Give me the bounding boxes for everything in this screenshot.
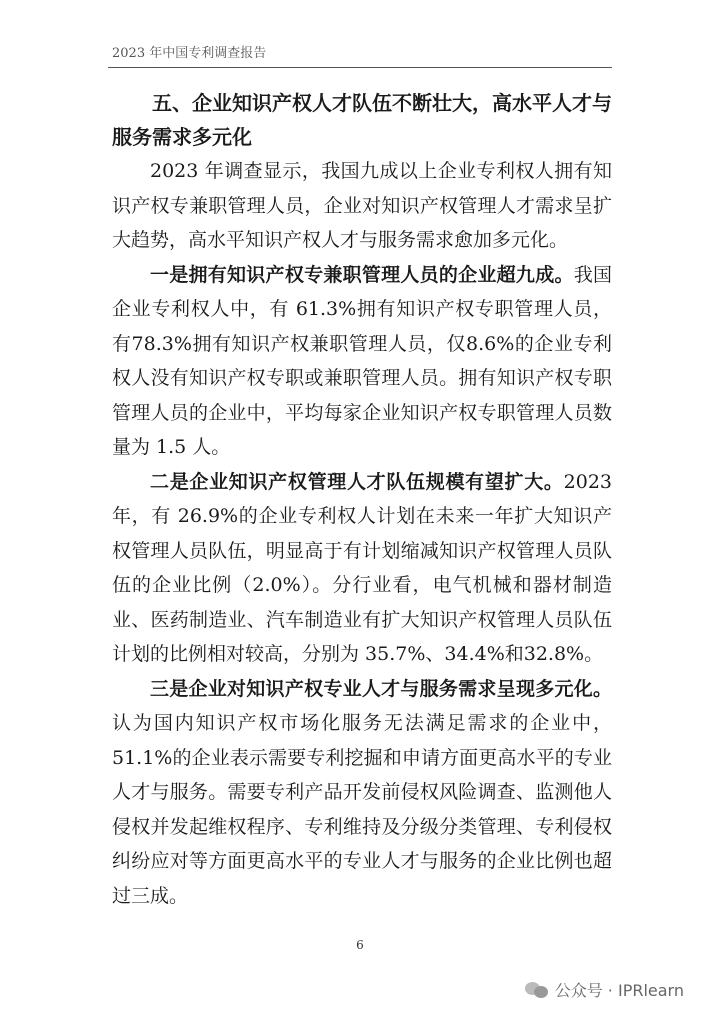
document-body xyxy=(112,86,612,913)
paragraph-lead: 一是拥有知识产权专兼职管理人员的企业超九成。 xyxy=(150,263,574,286)
paragraph-point-2 xyxy=(112,465,612,672)
report-header: 2023 年中国专利调查报告 xyxy=(112,46,267,61)
watermark-text: 公众号 · IPRlearn xyxy=(554,981,684,1000)
paragraph-text: 我国企业专利权人中，有 61.3%拥有知识产权专职管理人员，有78.3%拥有知识产权兼职管理人员，仅8.6%的企业专利权人没有知识产权专职或兼职管理人员。拥有知识产权专职管理人员的企业中，平均每家企业知识产权专职管理人员数量为 1.5 人。 xyxy=(112,263,612,458)
paragraph-lead: 二是企业知识产权管理人才队伍规模有望扩大。 xyxy=(150,470,564,493)
paragraph-text: 2023年，有 26.9%的企业专利权人计划在未来一年扩大知识产权管理人员队伍，明显高于有计划缩减知识产权管理人员队伍的企业比例（2.0%）。分行业看，电气机械和器材制造业、医药制造业、汽车制造业有扩大知识产权管理人员队伍计划的比例相对较高，分别为 35.7%、34.4%和32.8%。 xyxy=(112,470,612,665)
paragraph-point-3 xyxy=(112,672,612,914)
paragraph-intro xyxy=(112,154,612,258)
header-divider xyxy=(108,67,612,68)
section-title xyxy=(112,86,612,154)
section-title-line2: 服务需求多元化 xyxy=(112,125,252,149)
wechat-icon xyxy=(525,980,549,1000)
paragraph-lead: 三是企业对知识产权专业人才与服务需求呈现多元化。 xyxy=(150,677,612,700)
watermark xyxy=(525,978,684,1001)
paragraph-text: 2023 年调查显示，我国九成以上企业专利权人拥有知识产权专兼职管理人员，企业对知识产权管理人才需求呈扩大趋势，高水平知识产权人才与服务需求愈加多元化。 xyxy=(112,160,612,251)
paragraph-text: 认为国内知识产权市场化服务无法满足需求的企业中，51.1%的企业表示需要专利挖掘和申请方面更高水平的专业人才与服务。需要专利产品开发前侵权风险调查、监测他人侵权并发起维权程序、专利维持及分级分类管理、专利侵权纠纷应对等方面更高水平的专业人才与服务的企业比例也超过三成。 xyxy=(112,712,612,907)
section-title-line1: 五、企业知识产权人才队伍不断壮大，高水平人才与 xyxy=(152,91,612,115)
paragraph-point-1 xyxy=(112,258,612,465)
page-number: 6 xyxy=(356,938,364,952)
